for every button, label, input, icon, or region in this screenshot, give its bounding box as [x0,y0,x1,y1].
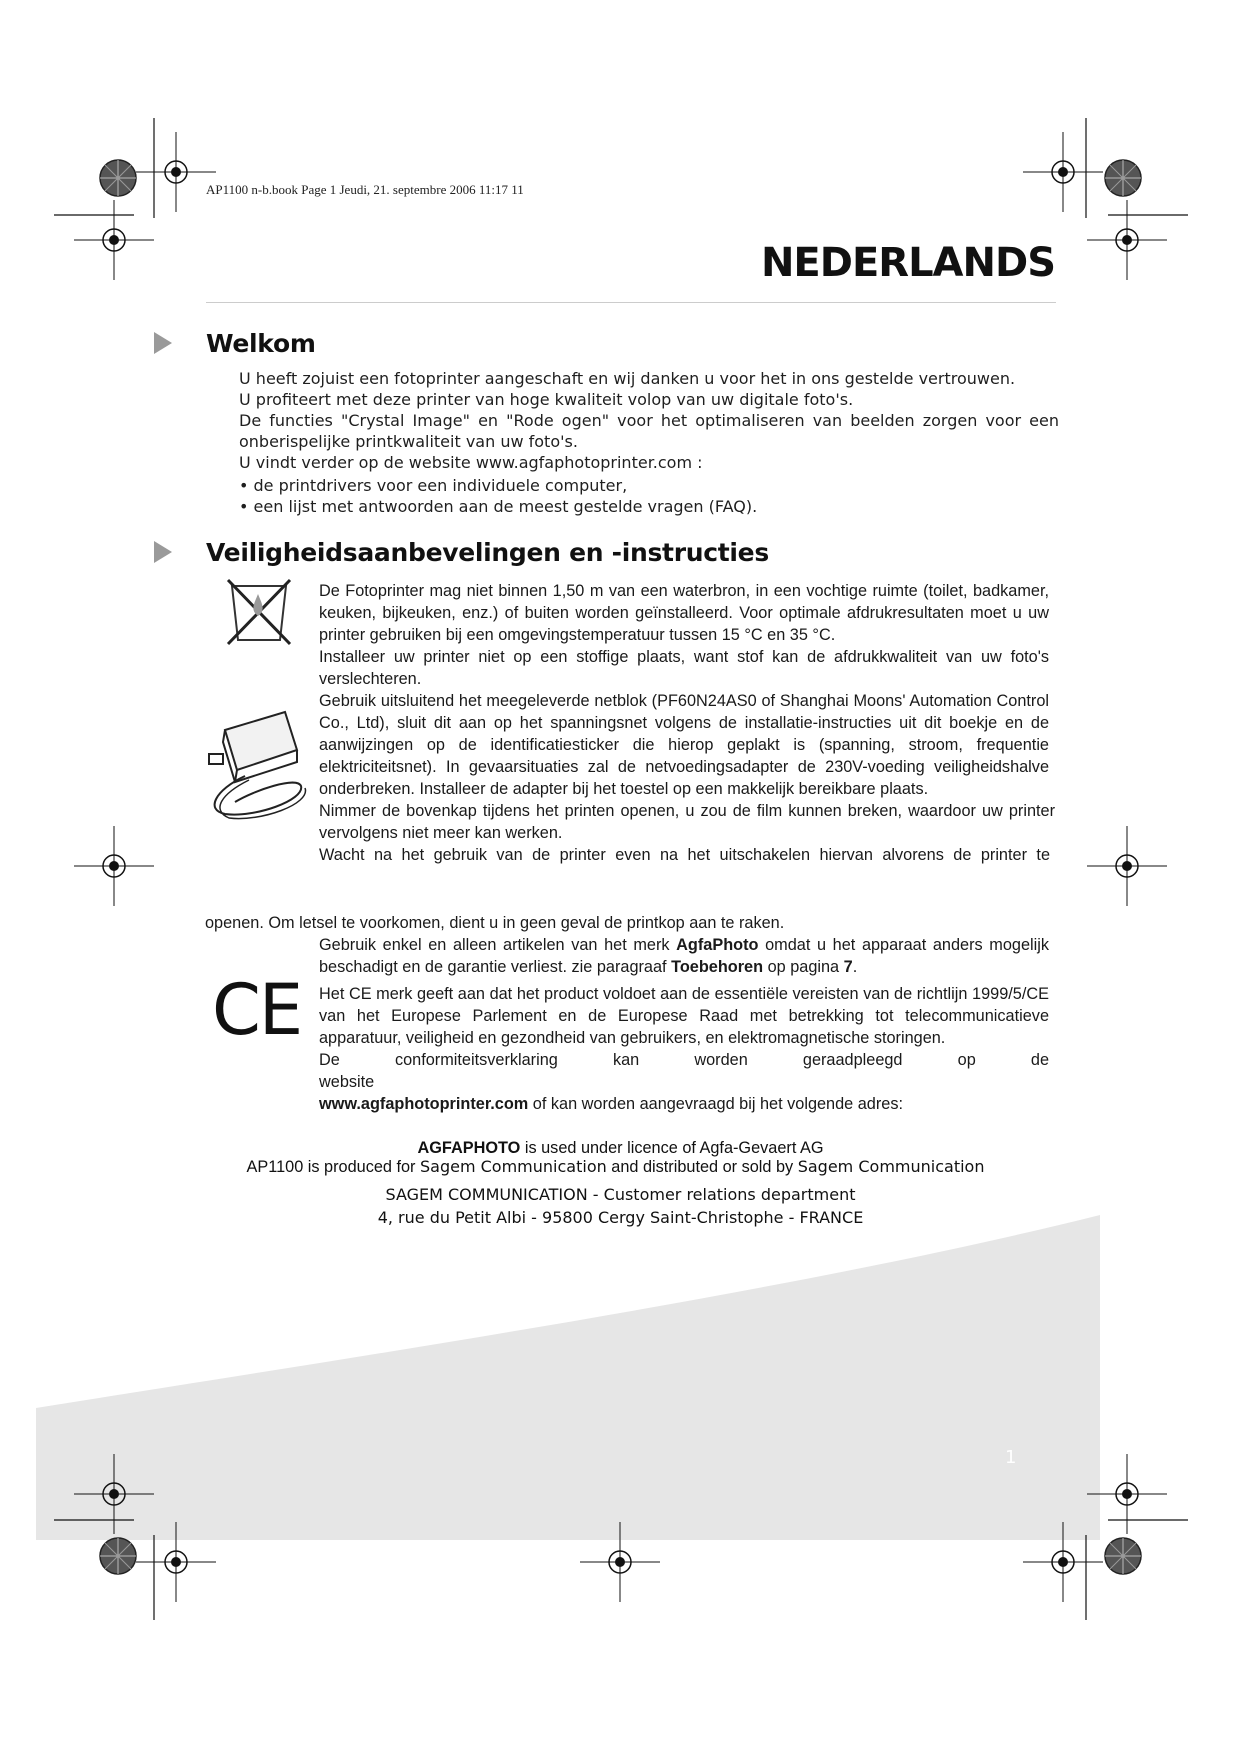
book-header-line: AP1100 n-b.book Page 1 Jeudi, 21. septembre 2006 11:17 11 [206,182,524,197]
welkom-paragraph: U profiteert met deze printer van hoge kwaliteit volop van uw digitale foto's. [239,390,854,409]
bullet-item: • een lijst met antwoorden aan de meest gestelde vragen (FAQ). [239,497,758,516]
section-arrow-icon [154,332,172,354]
footer-licence [0,1138,1241,1158]
welkom-body [239,368,1059,517]
page-number: 1 [1005,1447,1017,1468]
safety-paragraph: Het CE merk geeft aan dat het product voldoet aan de essentiële vereisten van de richtlijn 1999/5/CE van het Europese Parlement en de Europese Raad met betrekking tot telecommunicatieve apparatuur, veiligheid en gezondheid van gebruikers, en elektromagnetische storingen. [319,985,1049,1047]
accessories-text: omdat u het apparaat anders mogelijk beschadigt en de garantie verliest. zie paragraaf [319,936,1049,976]
welkom-paragraph: U heeft zojuist een fotoprinter aangeschaft en wij danken u voor het in ons gestelde vertrouwen. [239,369,1016,388]
production-text: and distributed or sold by [606,1158,798,1176]
safety-paragraph: openen. Om letsel te voorkomen, dient u in geen geval de printkop aan te raken. [205,914,785,932]
footer-address [0,1208,1241,1227]
company-name: SAGEM COMMUNICATION [385,1185,588,1204]
brand-agfaphoto: AgfaPhoto [676,936,759,954]
welkom-website-suffix: : [692,453,703,472]
footer-production [0,1157,1236,1177]
ce-mark-icon: CE [212,969,302,1051]
sagem-name: Sagem Communication [420,1157,607,1176]
safety-paragraph: Nimmer de bovenkap tijdens het printen openen, u zou de film kunnen breken, waardoor uw printer vervolgens niet meer kan werken. [319,802,1055,842]
safety-paragraph: Installeer uw printer niet op een stoffige plaats, want stof kan de afdrukkwaliteit van uw foto's verslechteren. [319,648,1049,688]
welkom-paragraph [239,452,1059,473]
website-link[interactable]: www.agfaphotoprinter.com [475,453,693,472]
safety-paragraph [319,934,1049,978]
ref-page: 7 [843,958,853,976]
address-text: 4, rue du Petit Albi - 95800 Cergy Saint-Christophe - [377,1208,800,1227]
section-title-safety: Veiligheidsaanbevelingen en -instructies [206,538,769,567]
section-title-welkom: Welkom [206,329,316,358]
safety-paragraph [319,1093,1049,1115]
accessories-text: Gebruik enkel en alleen artikelen van het merk [319,936,677,954]
safety-body-bottom [319,934,1049,978]
production-text: AP1100 is produced for [246,1158,420,1176]
country-text: FRANCE [799,1208,864,1227]
department-text: - Customer relations department [587,1185,856,1204]
address-request-text: of kan worden aangevraagd bij het volgende adres: [528,1095,903,1113]
safety-body-ce [319,983,1049,1115]
safety-body-wide [205,912,1045,934]
safety-paragraph: De Fotoprinter mag niet binnen 1,50 m van een waterbron, in een vochtige ruimte (toilet, badkamer, keuken, bijkeuken, enz.) of buiten worden geïnstalleerd. Voor optimale afdrukresultaten moet u uw printer gebruiken bij een omgevingstemperatuur tussen 15 °C en 35 °C. [319,582,1049,644]
accessories-text: op pagina [763,958,844,976]
welkom-website-prefix: U vindt verder op de website [239,453,476,472]
power-adapter-icon [209,712,305,819]
safety-paragraph: Gebruik uitsluitend het meegeleverde netblok (PF60N24AS0 of Shanghai Moons' Automation Control Co., Ltd), sluit dit aan op het spanningsnet volgens de installatie-instructies uit dit boekje en de aanwijzingen op de identificatiesticker die hierop geplakt is (spanning, stroom, frequentie elektriciteitsnet). In gevaarsituaties zal de netvoedingsadapter de 230V-voeding veiligheidshalve onderbreken. Installeer de adapter bij het toestel op een makkelijk bereikbare plaats. [319,692,1049,798]
website-link[interactable]: www.agfaphotoprinter.com [319,1095,529,1113]
footer-company [0,1185,1241,1204]
safety-paragraph: Wacht na het gebruik van de printer even na het uitschakelen hiervan alvorens de printer te [319,846,1050,864]
safety-paragraph: De conformiteitsverklaring kan worden geraadpleegd op de website [319,1051,1049,1091]
bullet-item: • de printdrivers voor een individuele computer, [239,476,628,495]
section-arrow-icon [154,541,172,563]
licence-text: is used under licence of Agfa-Gevaert AG [520,1139,824,1157]
page-swoosh [36,1215,1100,1540]
welkom-paragraph: De functies "Crystal Image" en "Rode ogen" voor het optimaliseren van beelden zorgen voor een onberispelijke printkwaliteit van uw foto's. [239,411,1059,451]
safety-body-top [319,580,1055,866]
brand-agfaphoto-footer: AGFAPHOTO [417,1139,521,1157]
no-water-icon [228,580,290,644]
ref-toebehoren: Toebehoren [671,958,764,976]
title-divider [206,302,1056,303]
language-title: NEDERLANDS [760,240,1055,286]
accessories-text: . [852,958,858,976]
sagem-name: Sagem Communication [797,1157,985,1176]
